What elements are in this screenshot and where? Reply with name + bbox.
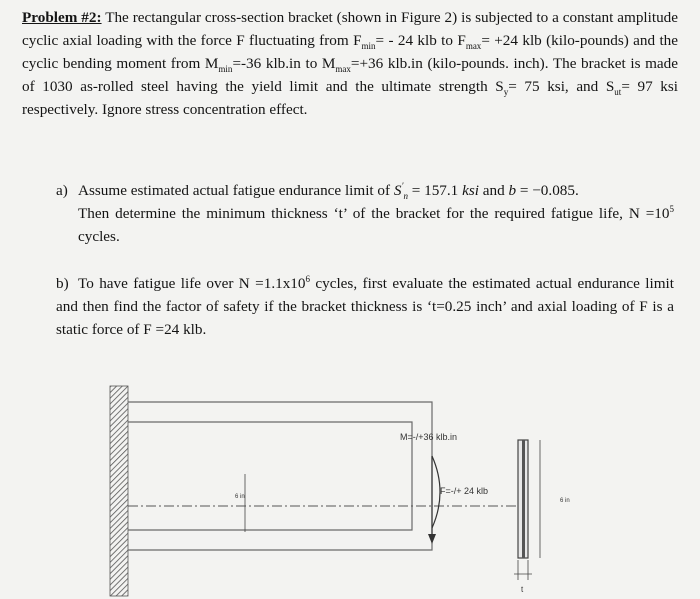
mmin-value: =-36 klb.in to M — [232, 55, 336, 72]
fmin-value: = - 24 klb to F — [375, 32, 466, 49]
sut-subscript: ut — [614, 87, 622, 98]
problem-statement — [22, 6, 678, 121]
and-text: and — [478, 182, 509, 199]
part-b-text-1: To have fatigue life over N =1.1x10 — [78, 275, 306, 292]
bracket-figure — [0, 372, 700, 599]
fmax-value: = +24 klb (kilo-pounds) and the cyclic bending moment from M — [22, 32, 678, 72]
force-arrowhead — [428, 534, 436, 544]
thickness-label: t — [521, 585, 524, 594]
part-a-continuation: Then determine the minimum thickness ‘t’ of the bracket for the required fatigue life, $N =10^5$ cycles. — [78, 203, 674, 245]
b-symbol: b — [508, 182, 517, 199]
bracket-outline — [128, 402, 432, 550]
mmin-subscript: min — [218, 64, 233, 75]
mmax-value: =+36 klb.in (kilo-pounds. inch). The bracket is made of 1030 as-rolled steel having the yield limit and the ultimate strength S — [22, 55, 678, 95]
problem-title: Problem #2: — [22, 9, 102, 26]
wall-hatch — [110, 386, 128, 596]
part-b-text-2: cycles, first evaluate the estimated actual endurance limit and then find the factor of safety if the bracket thickness is ‘t=0.25 inch’ and axial loading of F is a static force of F =24 klb. — [56, 275, 674, 338]
part-b — [56, 272, 674, 341]
cycles-exponent-b: 6 — [305, 273, 310, 284]
part-a-label: a) — [56, 182, 68, 199]
b-value: = −0.085. — [516, 182, 579, 199]
endurance-value: = 157.1 — [407, 182, 463, 199]
dim-right-label: 6 in — [560, 498, 570, 504]
endurance-symbol: $S'_n$ — [393, 180, 408, 202]
sy-subscript: y — [503, 87, 509, 98]
sy-value: = 75 ksi, and S — [508, 78, 615, 95]
dim-left-label: 6 in — [235, 494, 245, 500]
moment-label: M=-/+36 klb.in — [400, 432, 458, 442]
fmin-subscript: min — [361, 41, 376, 52]
cycles-exponent: 5 — [669, 203, 674, 214]
side-view-core — [522, 440, 525, 558]
endurance-unit: ksi — [462, 182, 479, 199]
part-a-text-1: Assume estimated actual fatigue endurance limit of — [78, 182, 391, 199]
mmax-subscript: max — [335, 64, 351, 75]
moment-arrow — [432, 456, 440, 528]
part-a — [56, 179, 674, 248]
part-b-label: b) — [56, 275, 69, 292]
problem-intro: The rectangular cross-section bracket (shown in Figure 2) is subjected to a constant amplitude cyclic axial loading with the force F fluctuating from F — [22, 9, 678, 49]
fmax-subscript: max — [465, 41, 482, 52]
force-label: F=-/+ 24 klb — [440, 486, 489, 496]
sut-value: = 97 ksi respectively. Ignore stress concentration effect. — [22, 78, 678, 118]
